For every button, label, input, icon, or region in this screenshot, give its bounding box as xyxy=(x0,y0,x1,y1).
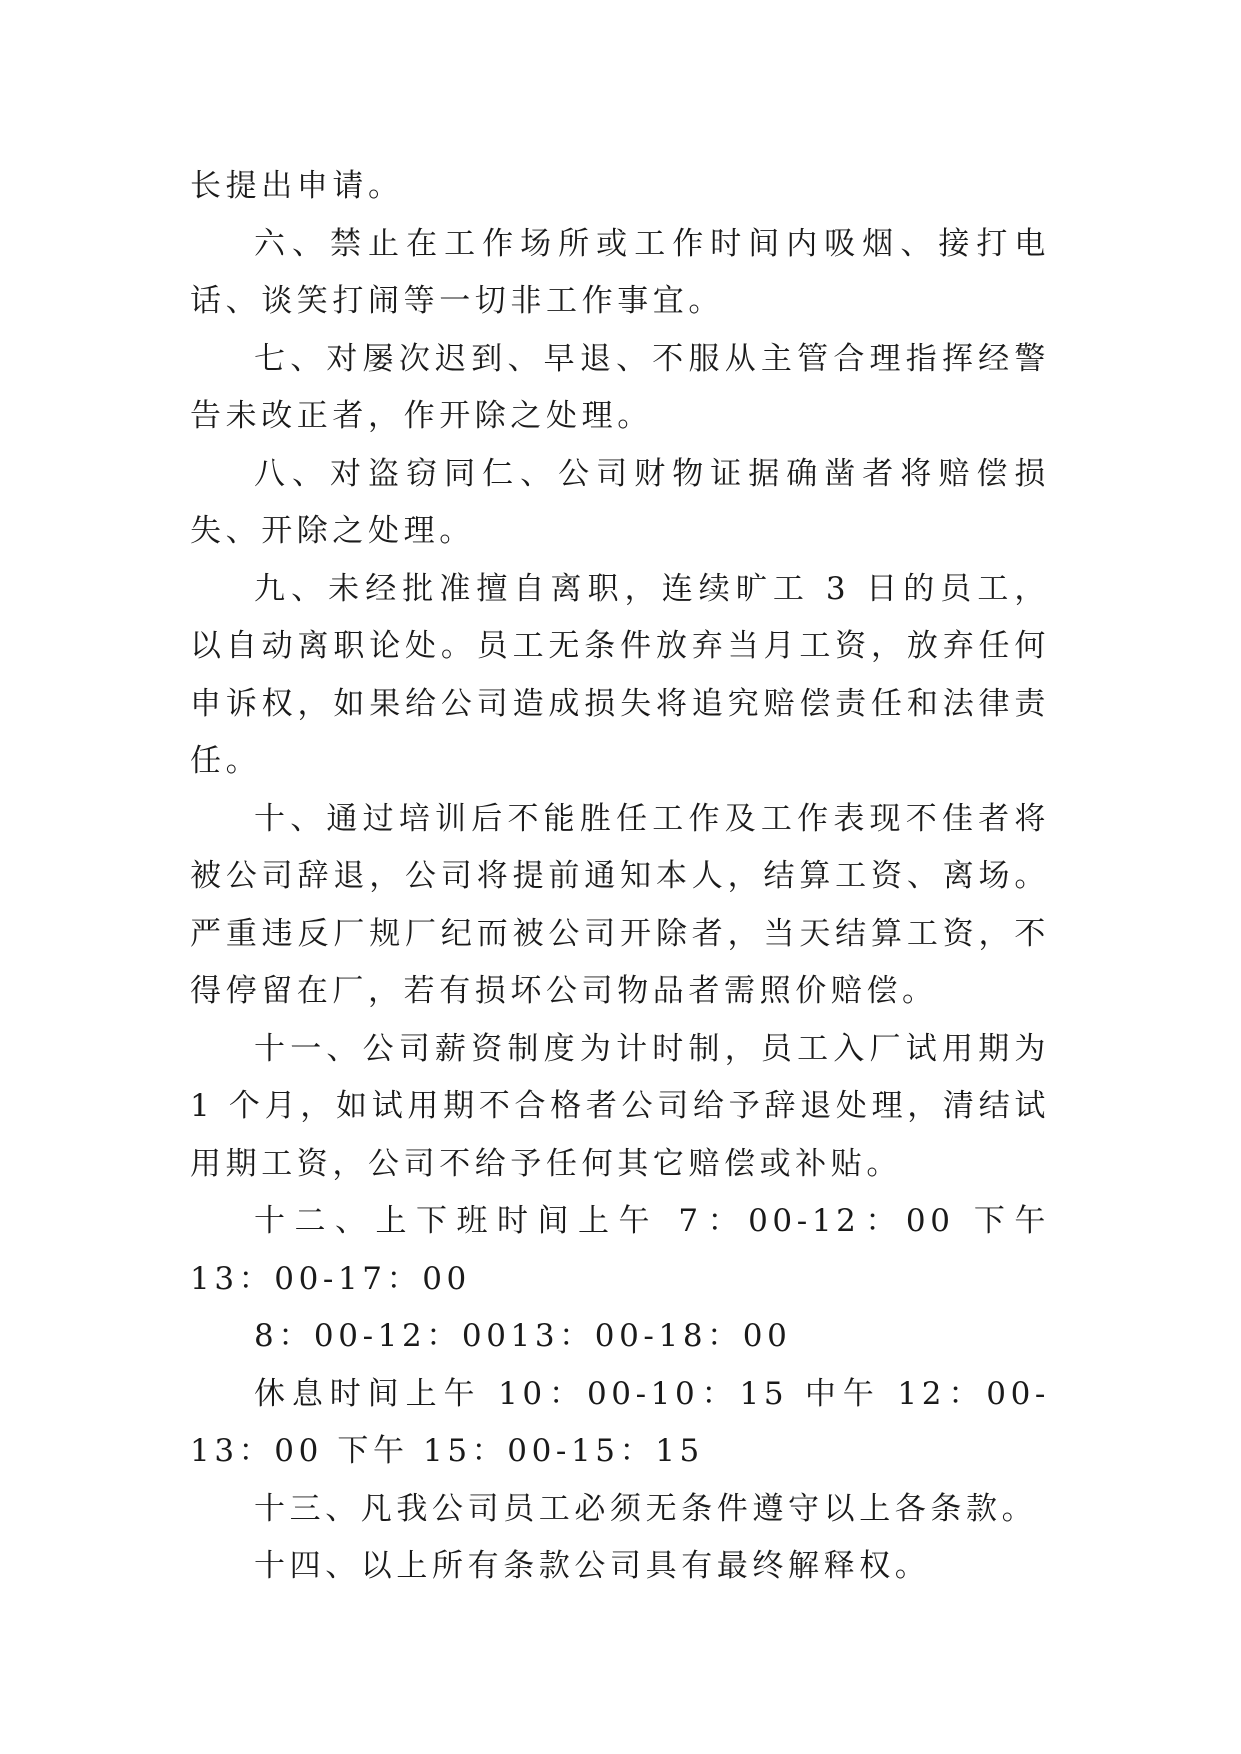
paragraph-schedule-alt: 8：00-12：0013：00-18：00 xyxy=(254,1318,792,1354)
paragraph-continuation: 长提出申请。 xyxy=(190,168,404,204)
paragraph-rule-12: 十二、上下班时间上午 7：00-12：00 下午 13：00-17：00 xyxy=(190,1203,1050,1297)
paragraph-rule-13: 十三、凡我公司员工必须无条件遵守以上各条款。 xyxy=(254,1490,1038,1527)
paragraph-rule-9: 九、未经批准擅自离职，连续旷工 3 日的员工，以自动离职论处。员工无条件放弃当月工资，放弃任何申诉权，如果给公司造成损失将追究赔偿责任和法律责任。 xyxy=(190,570,1050,779)
paragraph-rule-7: 七、对屡次迟到、早退、不服从主管合理指挥经警告未改正者，作开除之处理。 xyxy=(190,340,1050,434)
paragraph-break-times: 休息时间上午 10：00-10：15 中午 12：00-13：00 下午 15：00-15：15 xyxy=(190,1375,1050,1469)
paragraph-rule-10: 十、通过培训后不能胜任工作及工作表现不佳者将被公司辞退，公司将提前通知本人，结算工资、离场。严重违反厂规厂纪而被公司开除者，当天结算工资，不得停留在厂，若有损坏公司物品者需照价赔偿。 xyxy=(190,800,1050,1009)
document-body xyxy=(190,158,1050,1596)
paragraph-rule-14: 十四、以上所有条款公司具有最终解释权。 xyxy=(254,1548,931,1584)
paragraph-rule-6: 六、禁止在工作场所或工作时间内吸烟、接打电话、谈笑打闹等一切非工作事宜。 xyxy=(190,225,1050,319)
paragraph-rule-8: 八、对盗窃同仁、公司财物证据确凿者将赔偿损失、开除之处理。 xyxy=(190,455,1050,549)
paragraph-rule-11: 十一、公司薪资制度为计时制，员工入厂试用期为 1 个月，如试用期不合格者公司给予辞退处理，清结试用期工资，公司不给予任何其它赔偿或补贴。 xyxy=(190,1030,1050,1182)
